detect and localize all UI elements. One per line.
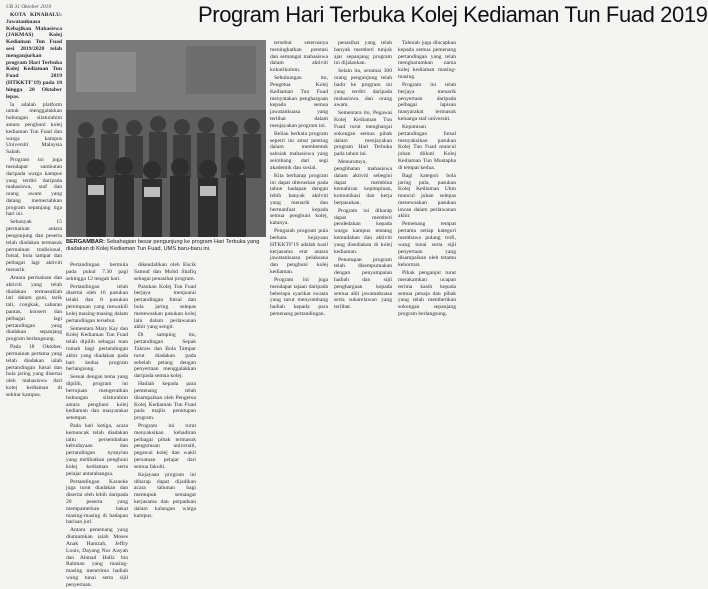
article-paragraph: penasihat yang telah banyak memberi tunjuk ajar sepanjang program ini dijalankan. (334, 40, 392, 67)
article-paragraph: Ia adalah platform untuk menggalakkan hubungan silaturahim antara penghuni kolej kediaman Tun Fuad dan warga kampus Universiti Malaysia Sabah. (6, 101, 62, 156)
article-paragraph: Sebanyak 15 permainan antara pengunjung dan peserta telah diadakan termasuk permainan tradisional, futsal, bola tampar dan pelbagai lagi aktiviti menarik. (6, 219, 62, 274)
article-photo (66, 40, 266, 237)
article-column-5 (334, 40, 392, 448)
dateline: UB 31 Oktober 2019 (6, 4, 52, 10)
article-column-1 (6, 12, 62, 448)
photo-caption-text: Sebahagian besar pengunjung ke program Hari Terbuka yang diadakan di Kolej Kediaman Tun Fuad, UMS baru-baru ini. (66, 239, 260, 252)
article-paragraph: Pada hari ketiga, acara kemuncak telah diadakan iaitu persembahan kebudayaan dan pertandingan nyanyian yang melibatkan penghuni kolej kediaman serta pelajar antarabangsa. (66, 423, 128, 477)
article-paragraph: Sesuai dengan tema yang dipilih, program ini bertujuan mengeratkan hubungan silaturahim antara penghuni kolej kediaman dan masyarakat setempat. (66, 374, 128, 422)
article-column-2 (66, 262, 128, 588)
article-paragraph: dikendalikan oleh Encik Samud dan Mohd Shafiq sebagai penasihat program. (134, 262, 196, 282)
group-photo-image (66, 40, 266, 237)
article-paragraph: Antara pemenang yang diumumkan ialah Moses Anak Hamzah, Jeffry Louis, Dayang Nur Aisyah dan Ahmad Hafiz bin Rahman yang masing-masing menerima hadiah wang tunai serta sijil penyertaan. (66, 527, 128, 588)
article-paragraph: Kita berharap program ini dapat diteruskan pada tahun hadapan dengan lebih banyak aktiviti yang menarik dan bermanfaat kepada semua penghuni kolej, katanya. (270, 172, 328, 227)
article-column-6 (398, 40, 456, 448)
article-paragraph: Tahniah juga diucapkan kepada semua pemenang pertandingan yang telah mengharumkan nama kolej kediaman masing-masing. (398, 40, 456, 80)
page-title: Program Hari Terbuka Kolej Kediaman Tun Fuad 2019 (198, 2, 708, 27)
article-paragraph: Menurutnya, penglibatan mahasiswa dalam aktiviti sebegini dapat membina kemahiran kepimpinan, komunikasi dan kerja berpasukan. (334, 159, 392, 206)
article-paragraph: Pertandingan bermula pada pukul 7.30 pagi sehingga 12 tengah hari. (66, 262, 128, 282)
article-paragraph: Keputusan pertandingan futsal menyaksikan pasukan Kolej Tun Fuad muncul johan diikuti Kolej Kediaman Tun Mustapha di tempat kedua. (398, 123, 456, 171)
article-paragraph: Sehubungan itu, Pengetua Kolej Kediaman Tun Fuad menyatakan penghargaan kepada semua jawatankuasa yang terlibat dalam menjayakan program ini. (270, 75, 328, 129)
article-column-3 (134, 262, 196, 519)
article-paragraph: Program ini turut menyaksikan kehadiran pelbagai pihak termasuk pengurusan universiti, pegawai kolej dan wakil persatuan pelajar dari semua fakulti. (134, 423, 196, 470)
article-paragraph: Penutupan program telah disempurnakan dengan penyampaian hadiah dan sijil penghargaan kepada semua ahli jawatankuasa serta sukarelawan yang terlibat. (334, 256, 392, 311)
article-paragraph: Program ini juga mendapat tajaan daripada beberapa syarikat swasta yang turut menyumbang hadiah kepada para pemenang pertandingan. (270, 277, 328, 318)
photo-credit: BERGAMBAR: (66, 239, 105, 245)
article-paragraph: tersebut seterusnya meningkatkan prestasi dan semangat mahasiswa dalam aktiviti kokurikulum. (270, 40, 328, 74)
article-paragraph: Pihak penganjur turut merakamkan ucapan terima kasih kepada semua penaja dan pihak yang telah memberikan sokongan sepanjang program berlangsung. (398, 270, 456, 318)
article-paragraph: Program ini telah berjaya menarik penyertaan daripada pelbagai lapisan masyarakat termasuk keluarga staf universiti. (398, 81, 456, 122)
article-column-4 (270, 40, 328, 448)
article-paragraph: Program ini juga mendapat sambutan daripada warga kampus yang terdiri daripada mahasiswa, staf dan orang awam yang datang memeriahkan program sepanjang tiga hari ini. (6, 157, 62, 218)
article-paragraph: Pasukan Kolej Tun Fuad berjaya menjuarai pertandingan futsal dan bola jaring selepas menewaskan pasukan kolej lain dalam perlawanan akhir yang sengit. (134, 283, 196, 331)
article-paragraph: Beliau berkata program seperti ini amat penting dalam membentuk sahsiah mahasiswa yang seimbang dari segi akademik dan sosial. (270, 130, 328, 171)
article-paragraph: Selain itu, seramai 300 orang pengunjung telah hadir ke program ini yang terdiri daripada mahasiswa dan orang awam. (334, 68, 392, 109)
article-paragraph: KOTA KINABALU: Jawatankuasa Kebajikan Mahasiswa (JAKMAS) Kolej Kediaman Tun Fuad sesi 2019/2020 telah menganjurkan program Hari Terbuka Kolej Kediaman Tun Fuad 2019 (HTKKTF'19) pada 18 hingga 20 Oktober lepas. (6, 12, 62, 100)
article-paragraph: Sementara Mary Kay dan Kolej Kediaman Tun Fuad telah dipilih sebagai tuan rumah bagi pertandingan akhir yang diadakan pada hari kedua program berlangsung. (66, 325, 128, 373)
article-paragraph: Di samping itu, pertandingan Sepak Takraw dan Bola Tampar turut diadakan pada sebelah petang dengan penyertaan menggalakkan daripada semua kolej. (134, 332, 196, 380)
article-paragraph: Antara permainan dan aktiviti yang telah diadakan termasuklah lari dalam guni, tarik tali, congkak, cabaran pantas, konsert dan pelbagai lagi pertandingan yang diadakan sepanjang program berlangsung. (6, 275, 62, 343)
article-paragraph: Hadiah kepada para pemenang telah disampaikan oleh Pengetua Kolej Kediaman Tun Fuad pada majlis penutupan program. (134, 381, 196, 422)
article-paragraph: Pemenang tempat pertama setiap kategori membawa pulang trofi, wang tunai serta sijil penyertaan yang disampaikan oleh tetamu kehormat. (398, 221, 456, 269)
article-paragraph: Program ini diharap dapat memberi pendedahan kepada warga kampus tentang kemudahan dan aktiviti yang disediakan di kolej kediaman. (334, 207, 392, 255)
article-paragraph: Pengarah program pula berkata kejayaan HTKKTF'19 adalah hasil kerjasama erat antara jawatankuasa pelaksana dan penghuni kolej kediaman. (270, 228, 328, 276)
article-paragraph: Pertandingan Karaoke juga turut diadakan dan disertai oleh lebih daripada 20 peserta yang mempamerkan bakat masing-masing di hadapan barisan juri. (66, 478, 128, 526)
article-paragraph: Sementara itu, Pegawai Kolej Kediaman Tun Fuad turut menghargai sokongan semua pihak dalam menjayakan program Hari Terbuka pada tahun ini. (334, 110, 392, 158)
photo-caption (66, 239, 266, 259)
article-paragraph: Kejayaan program ini diharap dapat dijadikan acara tahunan bagi memupuk semangat kerjasama dan perpaduan dalam kalangan warga kampus. (134, 471, 196, 519)
article-paragraph: Pada 18 Oktober, permainan pertama yang telah diadakan ialah pertandingan futsal dan bola jaring yang disertai oleh mahasiswa dari kolej kediaman di sekitar kampus. (6, 344, 62, 398)
article-paragraph: Pertandingan telah disertai oleh 16 pasukan lelaki dan 8 pasukan perempuan yang mewakili kolej masing-masing dalam pertandingan tersebut. (66, 283, 128, 324)
article-paragraph: Bagi kategori bola jaring pula, pasukan Kolej Kediaman Ukm muncul johan selepas menewaskan pasukan lawan dalam perlawanan akhir. (398, 172, 456, 220)
